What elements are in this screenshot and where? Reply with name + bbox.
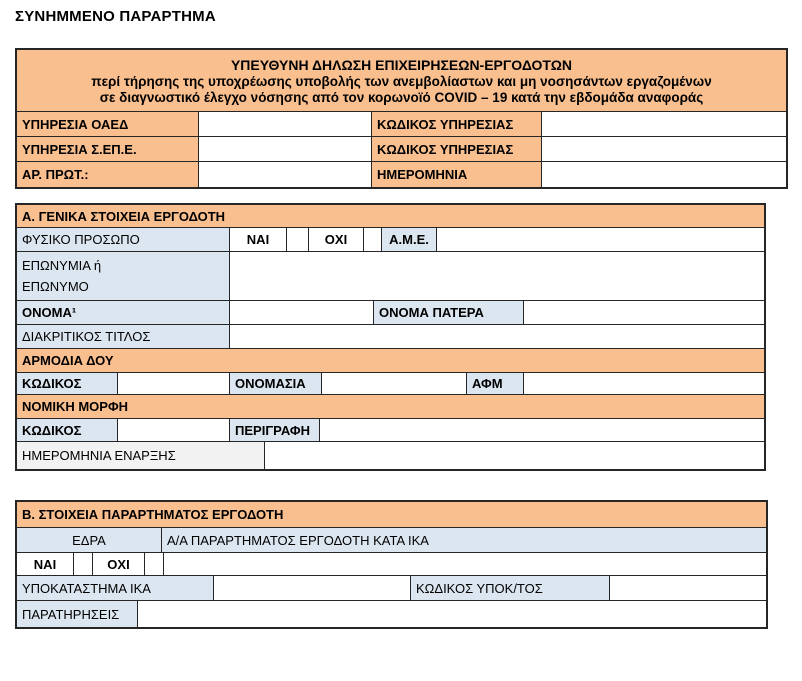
row-imerominia-enarxis — [17, 442, 764, 469]
section-b-header: Β. ΣΤΟΙΧΕΙΑ ΠΑΡΑΡΤΗΜΑΤΟΣ ΕΡΓΟΔΟΤΗ — [17, 502, 766, 528]
ypiresia-sepe-field[interactable] — [199, 137, 372, 161]
onoma-field[interactable] — [230, 301, 374, 324]
doy-kodikos-label: ΚΩΔΙΚΟΣ — [17, 373, 118, 394]
edra-oxi-checkbox[interactable] — [145, 553, 164, 575]
paratiriseis-field[interactable] — [138, 601, 766, 627]
eponymia-label — [17, 252, 230, 300]
row-edra — [17, 528, 766, 553]
kodikos-ypiresias-oaed-field[interactable] — [542, 112, 786, 136]
fysiko-prosopo-label: ΦΥΣΙΚΟ ΠΡΟΣΩΠΟ — [17, 228, 230, 251]
ypokatastima-ika-label: ΥΠΟΚΑΤΑΣΤΗΜΑ ΙΚΑ — [17, 576, 214, 600]
fysiko-oxi-checkbox[interactable] — [364, 228, 382, 251]
ypiresia-sepe-label: ΥΠΗΡΕΣΙΑ Σ.ΕΠ.Ε. — [17, 137, 199, 161]
morfi-kodikos-label: ΚΩΔΙΚΟΣ — [17, 419, 118, 441]
declaration-subtitle-2: σε διαγνωστικό έλεγχο νόσησης από τον κορωνοϊό COVID – 19 κατά την εβδομάδα αναφοράς — [99, 89, 704, 105]
row-ar-prot — [17, 162, 786, 187]
kodikos-ypiresias-sepe-field[interactable] — [542, 137, 786, 161]
section-a-table — [15, 203, 766, 471]
ar-prot-field[interactable] — [199, 162, 372, 187]
aa-parartimatos-label: Α/Α ΠΑΡΑΡΤΗΜΑΤΟΣ ΕΡΓΟΔΟΤΗ ΚΑΤΑ ΙΚΑ — [162, 528, 766, 552]
morfi-kodikos-field[interactable] — [118, 419, 230, 441]
edra-nai-label: ΝΑΙ — [17, 553, 74, 575]
row-ypiresia-sepe — [17, 137, 786, 162]
row-armodia-doy — [17, 373, 764, 395]
imerominia-label: ΗΜΕΡΟΜΗΝΙΑ — [372, 162, 542, 187]
eponymia-label-line2: ΕΠΩΝΥΜΟ — [22, 279, 89, 294]
edra-oxi-label: ΟΧΙ — [93, 553, 145, 575]
imerominia-enarxis-label: ΗΜΕΡΟΜΗΝΙΑ ΕΝΑΡΞΗΣ — [17, 442, 265, 469]
ame-label: Α.Μ.Ε. — [382, 228, 437, 251]
onoma-patera-label: ΟΝΟΜΑ ΠΑΤΕΡΑ — [374, 301, 524, 324]
row-fysiko-prosopo — [17, 228, 764, 252]
kodikos-ypok-label: ΚΩΔΙΚΟΣ ΥΠΟΚ/ΤΟΣ — [411, 576, 610, 600]
declaration-header — [17, 50, 786, 112]
armodia-doy-header: ΑΡΜΟΔΙΑ ΔΟΥ — [17, 349, 764, 373]
kodikos-ypiresias-oaed-label: ΚΩΔΙΚΟΣ ΥΠΗΡΕΣΙΑΣ — [372, 112, 542, 136]
row-ypokatastima-ika — [17, 576, 766, 601]
declaration-title: ΥΠΕΥΘΥΝΗ ΔΗΛΩΣΗ ΕΠΙΧΕΙΡΗΣΕΩΝ-ΕΡΓΟΔΟΤΩΝ — [230, 56, 573, 73]
onoma-patera-field[interactable] — [524, 301, 764, 324]
page-title: ΣΥΝΗΜΜΕΝΟ ΠΑΡΑΡΤΗΜΑ — [15, 8, 216, 25]
doy-kodikos-field[interactable] — [118, 373, 230, 394]
doy-onomasia-label: ΟΝΟΜΑΣΙΑ — [230, 373, 322, 394]
ame-field[interactable] — [437, 228, 764, 251]
fysiko-nai-label: ΝΑΙ — [230, 228, 287, 251]
row-ypiresia-oaed — [17, 112, 786, 137]
doy-afm-label: ΑΦΜ — [467, 373, 524, 394]
edra-label: ΕΔΡΑ — [17, 528, 162, 552]
diakritikos-titlos-label: ΔΙΑΚΡΙΤΙΚΟΣ ΤΙΤΛΟΣ — [17, 325, 230, 348]
imerominia-field[interactable] — [542, 162, 786, 187]
row-paratiriseis — [17, 601, 766, 627]
row-diakritikos-titlos — [17, 325, 764, 349]
eponymia-label-line1: ΕΠΩΝΥΜΙΑ ή — [22, 258, 102, 273]
row-onoma — [17, 301, 764, 325]
row-edra-choice — [17, 553, 766, 576]
ar-prot-label: ΑΡ. ΠΡΩΤ.: — [17, 162, 199, 187]
morfi-perigrafi-label: ΠΕΡΙΓΡΑΦΗ — [230, 419, 320, 441]
ypokatastima-ika-field[interactable] — [214, 576, 411, 600]
kodikos-ypok-field[interactable] — [610, 576, 766, 600]
declaration-table — [15, 48, 788, 189]
imerominia-enarxis-field[interactable] — [265, 442, 764, 469]
paratiriseis-label: ΠΑΡΑΤΗΡΗΣΕΙΣ — [17, 601, 138, 627]
section-a-header: Α. ΓΕΝΙΚΑ ΣΤΟΙΧΕΙΑ ΕΡΓΟΔΟΤΗ — [17, 205, 764, 228]
eponymia-field[interactable] — [230, 252, 764, 300]
doy-afm-field[interactable] — [524, 373, 764, 394]
fysiko-nai-checkbox[interactable] — [287, 228, 309, 251]
ypiresia-oaed-label: ΥΠΗΡΕΣΙΑ ΟΑΕΔ — [17, 112, 199, 136]
row-eponymia — [17, 252, 764, 301]
doy-onomasia-field[interactable] — [322, 373, 467, 394]
fysiko-oxi-label: ΟΧΙ — [309, 228, 364, 251]
onoma-label: ΟΝΟΜΑ¹ — [17, 301, 230, 324]
kodikos-ypiresias-sepe-label: ΚΩΔΙΚΟΣ ΥΠΗΡΕΣΙΑΣ — [372, 137, 542, 161]
row-nomiki-morfi — [17, 419, 764, 442]
morfi-perigrafi-field[interactable] — [320, 419, 764, 441]
ypiresia-oaed-field[interactable] — [199, 112, 372, 136]
declaration-subtitle-1: περί τήρησης της υποχρέωσης υποβολής των ανεμβολίαστων και μη νοσησάντων εργαζομένων — [91, 73, 712, 89]
diakritikos-titlos-field[interactable] — [230, 325, 764, 348]
nomiki-morfi-header: ΝΟΜΙΚΗ ΜΟΡΦΗ — [17, 395, 764, 419]
section-b-table — [15, 500, 768, 629]
edra-nai-checkbox[interactable] — [74, 553, 93, 575]
aa-parartimatos-field[interactable] — [164, 553, 766, 575]
